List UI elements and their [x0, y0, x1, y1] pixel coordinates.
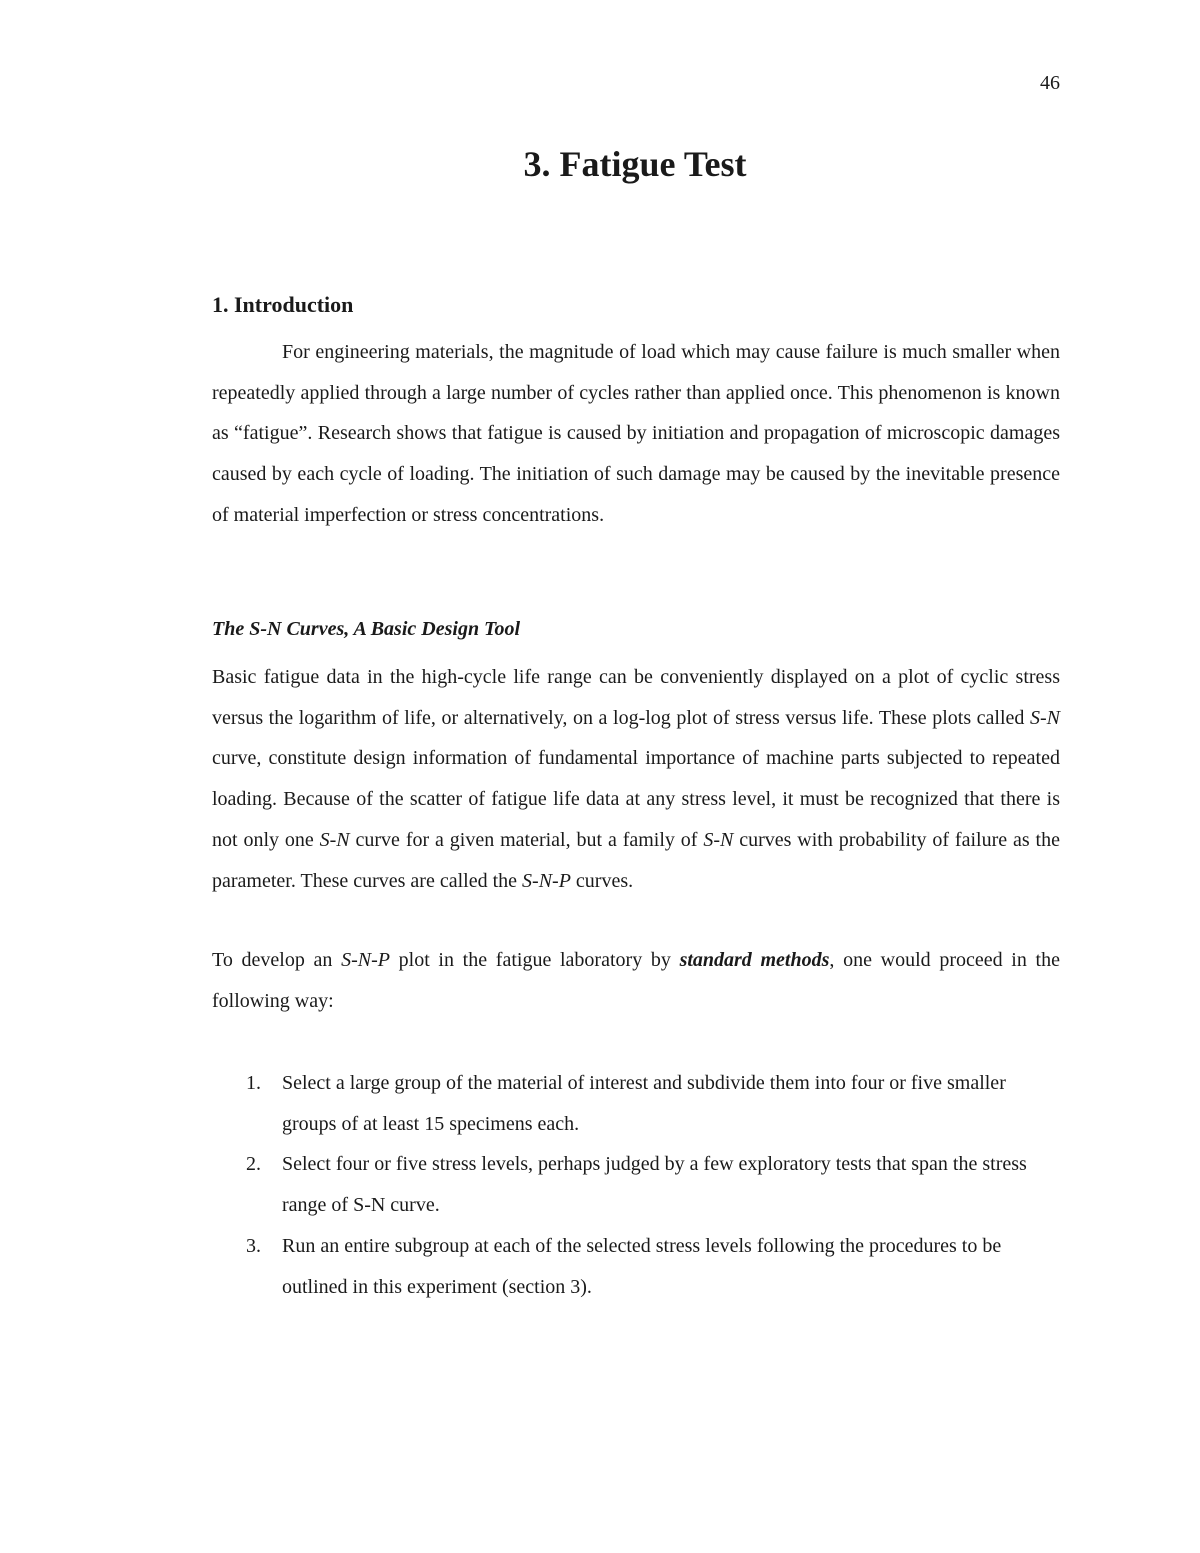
- develop-text-segment: To develop an: [212, 949, 342, 971]
- sn-term: S-N: [319, 828, 350, 851]
- list-item: [212, 1063, 1060, 1144]
- list-item-number: 3.: [246, 1234, 261, 1257]
- list-item-text: Run an entire subgroup at each of the selected stress levels following the procedures to be outlined in this experiment (section 3).: [282, 1234, 1002, 1298]
- develop-text-segment: plot in the fatigue laboratory by: [389, 949, 680, 971]
- section-heading-introduction: 1. Introduction: [212, 292, 354, 317]
- develop-snp-paragraph: [212, 940, 1060, 1021]
- list-item-text: Select four or five stress levels, perhaps judged by a few exploratory tests that span the stress range of S-N curve.: [282, 1153, 1027, 1217]
- list-item-number: 2.: [246, 1153, 261, 1176]
- snp-term: S-N-P: [341, 949, 390, 971]
- page-number: 46: [1040, 72, 1060, 94]
- sn-term: S-N: [703, 828, 734, 851]
- sn-text-segment: curve for a given material, but a family of: [349, 828, 704, 851]
- chapter-title: 3. Fatigue Test: [523, 144, 747, 184]
- sn-text-segment: curves with probability of failure as the parameter. These curves are called the: [212, 828, 1060, 892]
- list-item-number: 1.: [246, 1072, 261, 1094]
- standard-methods-emphasis: standard methods: [679, 949, 830, 971]
- sn-text-segment: curves.: [570, 869, 634, 892]
- list-item: [212, 1144, 1060, 1225]
- sn-text-segment: curve, constitute design information of fundamental importance of machine parts subjected to repeated loading. Because of the scatter of fatigue life data at any stress level, it must be recognized that there is not only one: [212, 747, 1060, 851]
- introduction-paragraph: For engineering materials, the magnitude of load which may cause failure is much smaller when repeatedly applied through a large number of cycles rather than applied once. This phenomenon is known as “fatigue”. Research shows that fatigue is caused by initiation and propagation of microscopic damages caused by each cycle of loading. The initiation of such damage may be caused by the inevitable presence of material imperfection or stress concentrations.: [212, 341, 1060, 526]
- list-item: [212, 1226, 1060, 1307]
- subheading-sn-curves: The S-N Curves, A Basic Design Tool: [212, 618, 520, 640]
- snp-term: S-N-P: [522, 869, 571, 892]
- sn-curves-paragraph: [212, 657, 1060, 901]
- sn-term: S-N: [1030, 706, 1060, 729]
- develop-text-segment: , one would proceed in the following way:: [212, 949, 1060, 1012]
- sn-text-segment: Basic fatigue data in the high-cycle life range can be conveniently displayed on a plot of cyclic stress versus the logarithm of life, or alternatively, on a log-log plot of stress versus life. These plots called: [212, 666, 1060, 729]
- list-item-text: Select a large group of the material of interest and subdivide them into four or five smaller groups of at least 15 specimens each.: [282, 1072, 1006, 1135]
- procedure-steps-list: [212, 1063, 1060, 1307]
